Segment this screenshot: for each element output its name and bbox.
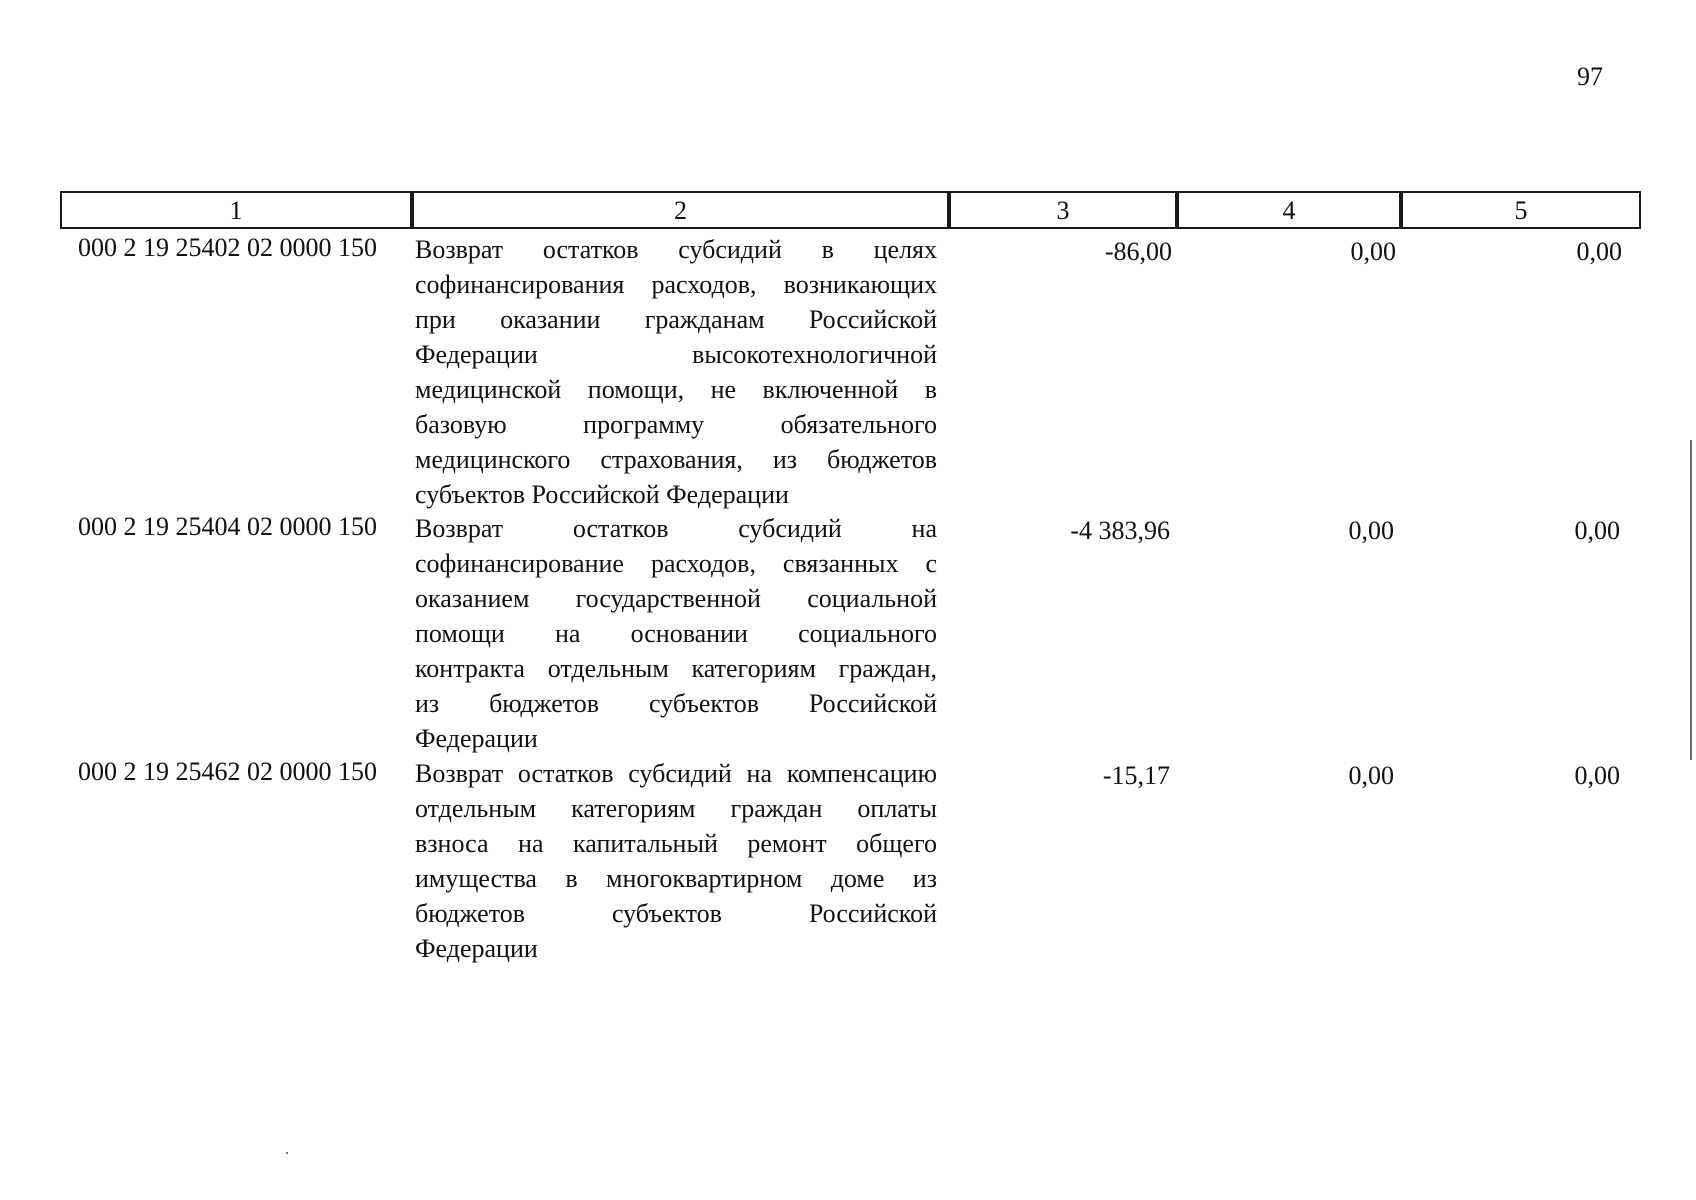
description-line: Федерации [415,724,538,753]
description-line: Федерации высокотехнологичной [415,340,937,369]
description-line: взноса на капитальный ремонт общего [415,829,937,858]
description-line: софинансирование расходов, связанных с [415,549,937,578]
row-col5-value: 0,00 [1574,761,1620,790]
row-col4-value: 0,00 [1350,237,1396,266]
description-line: бюджетов субъектов Российской [415,899,937,928]
header-col-2: 2 [412,191,949,229]
description-line: имущества в многоквартирном доме из [415,864,937,893]
row-col4-value: 0,00 [1348,516,1394,545]
row-col5-value: 0,00 [1576,237,1622,266]
description-line: Возврат остатков субсидий на компенсацию [415,759,937,788]
description-line: субъектов Российской Федерации [415,480,789,509]
scan-speck [286,1152,288,1154]
row-code: 000 2 19 25402 02 0000 150 [78,233,377,262]
header-col-4: 4 [1177,191,1401,229]
description-line: оказанием государственной социальной [415,584,937,613]
description-line: из бюджетов субъектов Российской [415,689,937,718]
description-line: медицинского страхования, из бюджетов [415,445,937,474]
row-col3-value: -4 383,96 [1070,516,1170,545]
description-line: контракта отдельным категориям граждан, [415,654,937,683]
row-col3-value: -15,17 [1102,761,1170,790]
description-line: медицинской помощи, не включенной в [415,375,937,404]
description-line: отдельным категориям граждан оплаты [415,794,937,823]
description-line: софинансирования расходов, возникающих [415,270,937,299]
description-line: при оказании гражданам Российской [415,305,937,334]
row-col4-value: 0,00 [1348,761,1394,790]
row-col3-value: -86,00 [1104,237,1172,266]
row-description [415,232,937,512]
scan-edge-mark [1690,440,1692,760]
row-description [415,756,937,966]
row-description [415,511,937,756]
description-line: помощи на основании социального [415,619,937,648]
description-line: Возврат остатков субсидий в целях [415,235,937,264]
header-col-1: 1 [60,191,412,229]
header-col-3: 3 [949,191,1177,229]
description-line: базовую программу обязательного [415,410,937,439]
row-col5-value: 0,00 [1574,516,1620,545]
description-line: Возврат остатков субсидий на [415,514,937,543]
row-code: 000 2 19 25404 02 0000 150 [78,512,377,541]
page-number: 97 [1577,62,1603,91]
row-code: 000 2 19 25462 02 0000 150 [78,757,377,786]
header-col-5: 5 [1401,191,1641,229]
description-line: Федерации [415,934,538,963]
